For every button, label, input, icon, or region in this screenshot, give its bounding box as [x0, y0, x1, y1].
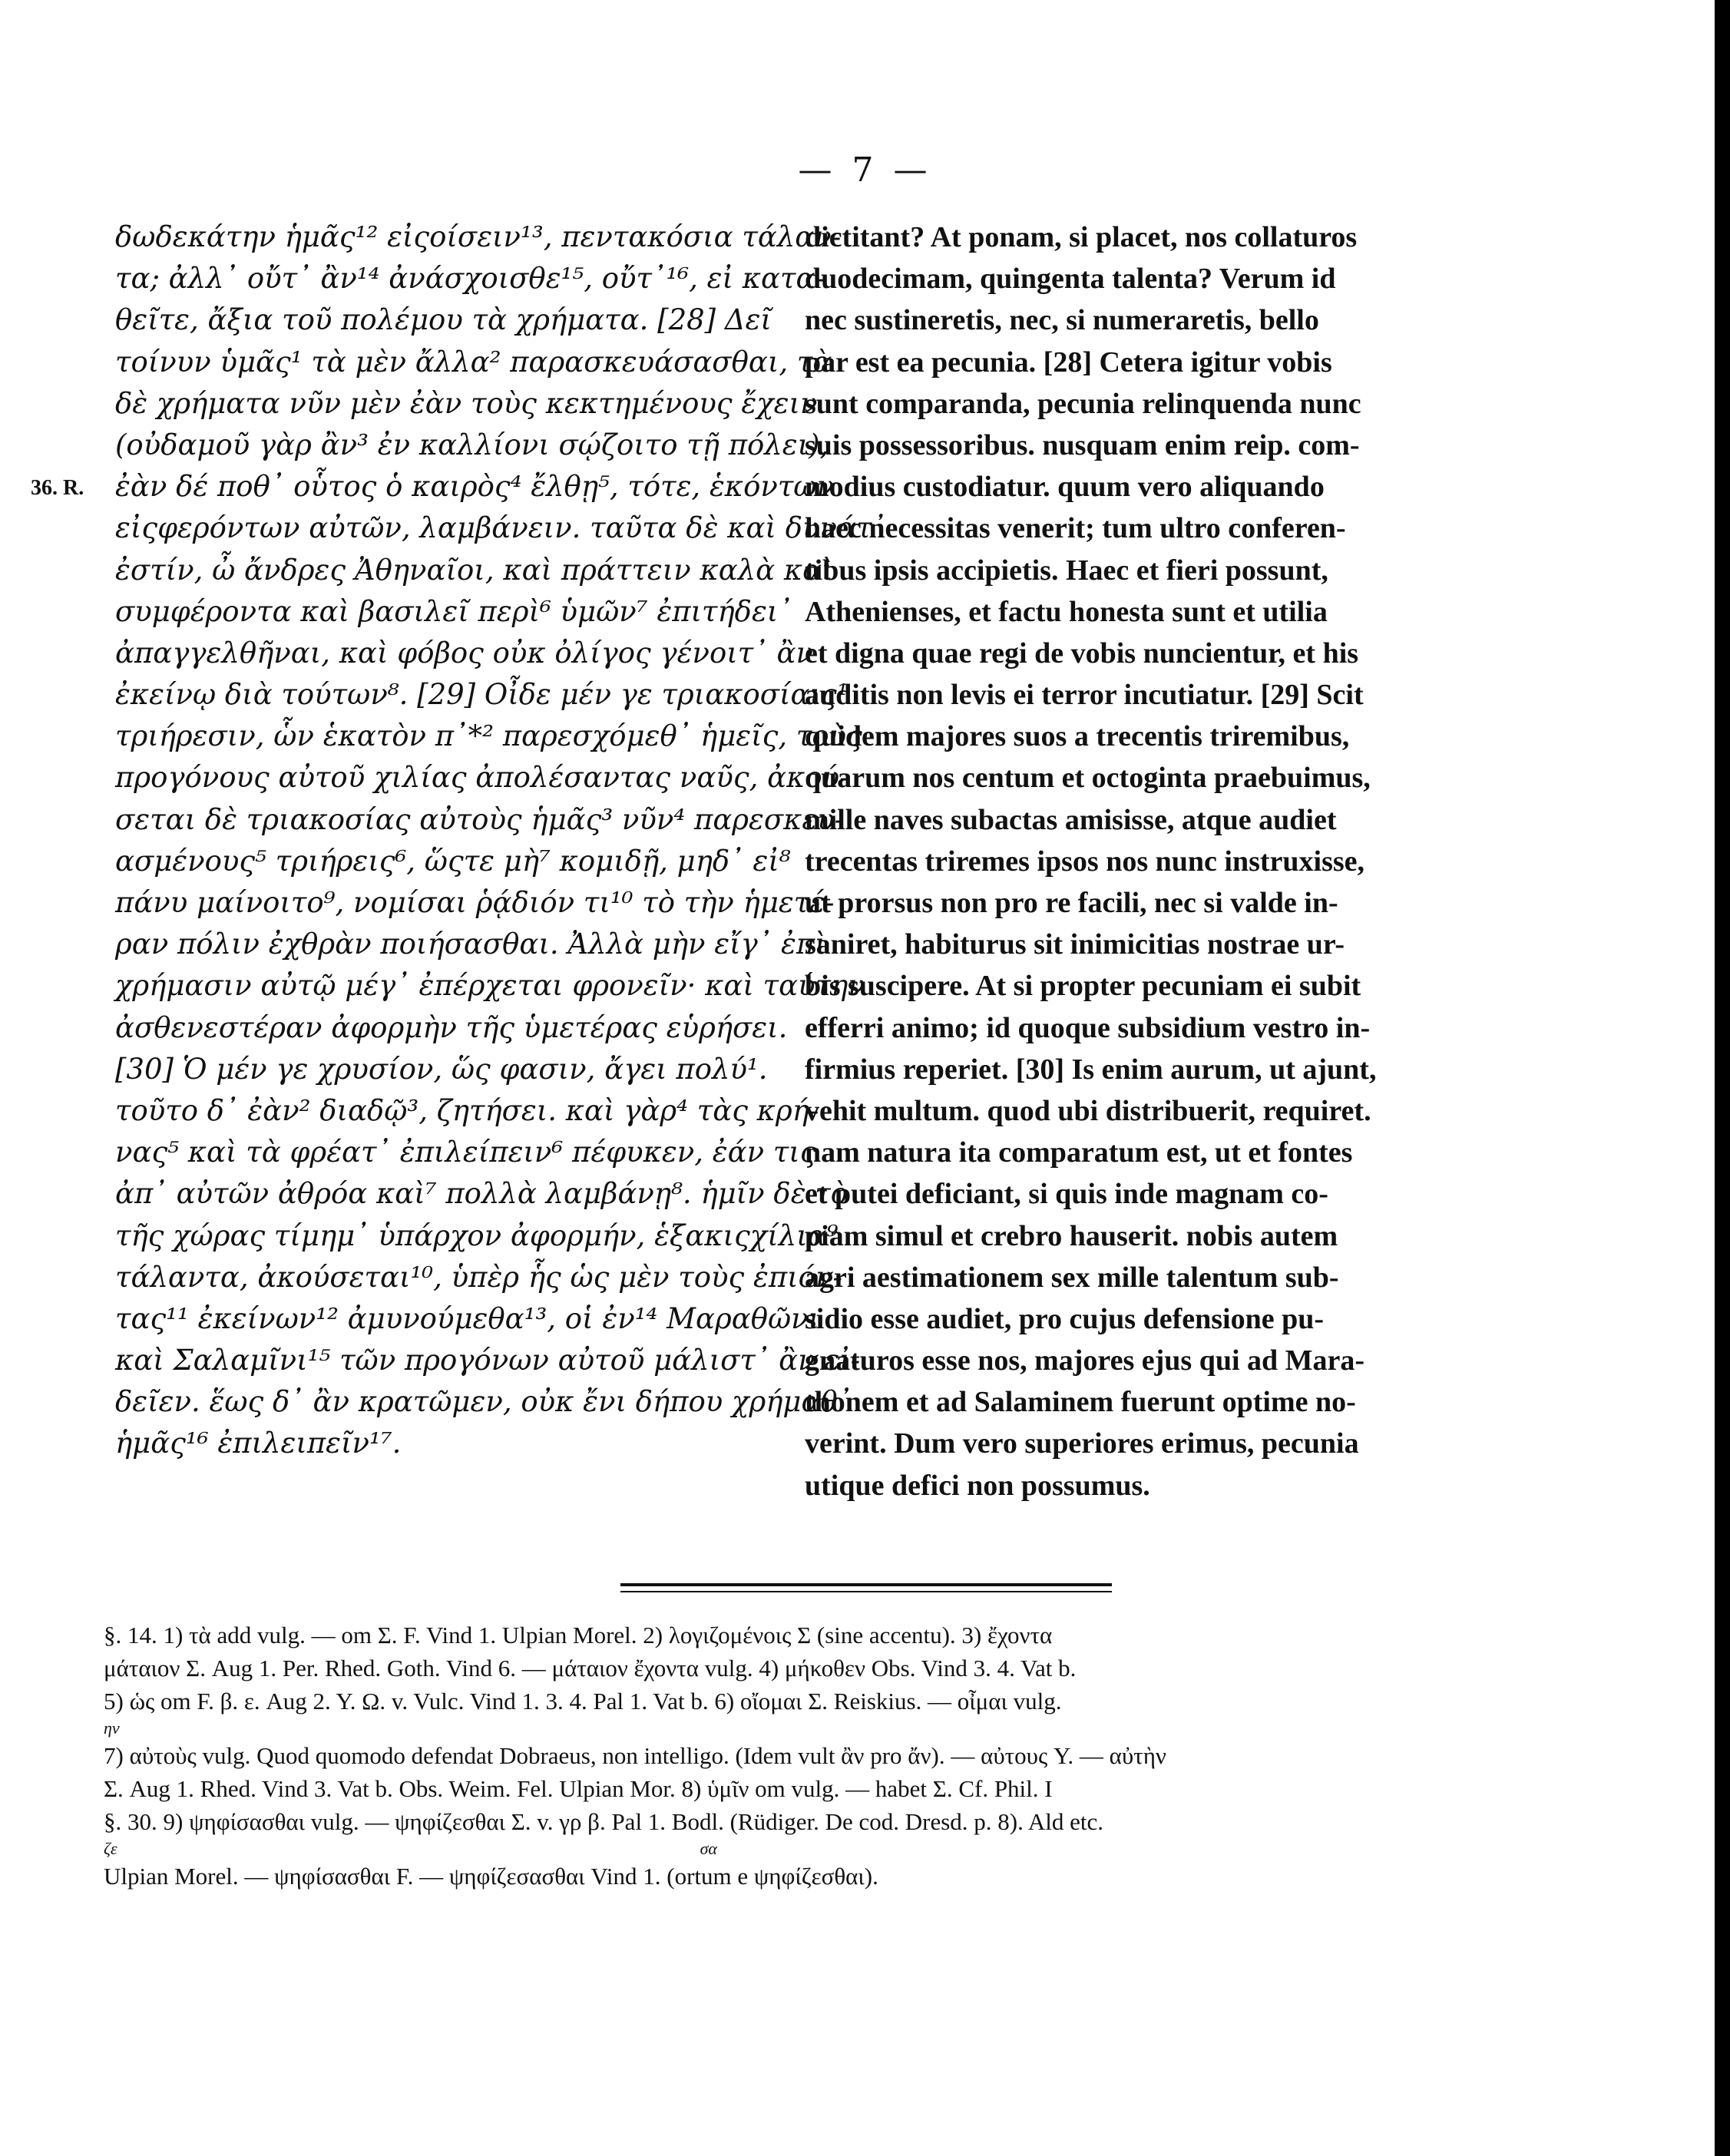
greek-text-line: δεῖεν. ἕως δ᾽ ἂν κρατῶμεν, οὐκ ἔνι δήπου χρήμαθ᾽	[115, 1385, 852, 1419]
latin-text-line: haec necessitas venerit; tum ultro conferen-	[805, 512, 1346, 545]
latin-text-line: vehit multum. quod ubi distribuerit, requiret.	[805, 1094, 1371, 1127]
greek-text-line: [30] Ὁ μέν γε χρυσίον, ὥς φασιν, ἄγει πολύ¹.	[115, 1052, 768, 1086]
page-number: — 7 —	[798, 150, 932, 190]
latin-text-line: ut prorsus non pro re facili, nec si valde in-	[805, 887, 1338, 919]
latin-text-line: sidio esse audiet, pro cujus defensione pu-	[805, 1302, 1325, 1335]
latin-text-line: et putei deficiant, si quis inde magnam co-	[805, 1178, 1328, 1211]
greek-text-line: ραν πόλιν ἐχθρὰν ποιήσασθαι. Ἀλλὰ μὴν εἴγ᾽ ἐπὶ	[115, 928, 826, 961]
margin-reference: 36. R.	[31, 476, 84, 500]
greek-text-line: τοίνυν ὑμᾶς¹ τὰ μὲν ἄλλα² παρασκευάσασθαι, τὰ	[115, 345, 832, 379]
greek-text-line: χρήμασιν αὐτῷ μέγ᾽ ἐπέρχεται φρονεῖν· καὶ ταύτην	[115, 969, 865, 1003]
greek-text-line: ασμένους⁵ τριήρεις⁶, ὥςτε μὴ⁷ κομιδῇ, μηδ᾽ εἰ⁸	[115, 844, 791, 878]
greek-text-line: τα; ἀλλ᾽ οὔτ᾽ ἂν¹⁴ ἀνάσχοισθε¹⁵, οὔτ᾽¹⁶, εἰ κατα-	[115, 262, 825, 296]
latin-text-line: tibus ipsis accipietis. Haec et fieri possunt,	[805, 554, 1328, 587]
greek-text-line: ἡμᾶς¹⁶ ἐπιλειπεῖν¹⁷.	[115, 1427, 402, 1460]
footnote-line: §. 30. 9) ψηφίσασθαι vulg. — ψηφίζεσθαι Σ. v. γρ β. Pal 1. Bodl. (Rüdiger. De cod. Dresd. p. 8). Ald etc.	[104, 1808, 1104, 1835]
latin-text-line: gnaturos esse nos, majores ejus qui ad Mara-	[805, 1344, 1365, 1377]
latin-text-line: quidem majores suos a trecentis triremibus,	[805, 720, 1350, 753]
latin-text-line: bis suscipere. At si propter pecuniam ei subit	[805, 970, 1361, 1003]
scan-edge	[1715, 0, 1730, 2156]
latin-text-line: verint. Dum vero superiores erimus, pecunia	[805, 1427, 1359, 1460]
greek-text-line: δὲ χρήματα νῦν μὲν ἐὰν τοὺς κεκτημένους ἔχειν	[115, 386, 818, 420]
footnote-superscript-variant: ην	[104, 1718, 120, 1738]
footnote-line: §. 14. 1) τὰ add vulg. — om Σ. F. Vind 1. Ulpian Morel. 2) λογιζομένοις Σ (sine accentu). 3) ἔχοντα	[104, 1622, 1053, 1648]
greek-text-line: συμφέροντα καὶ βασιλεῖ περὶ⁶ ὑμῶν⁷ ἐπιτήδει᾽	[115, 594, 792, 628]
footnote-line: Σ. Aug 1. Rhed. Vind 3. Vat b. Obs. Weim. Fel. Ulpian Mor. 8) ὑμῖν om vulg. — habet Σ. Cf. Phil. I	[104, 1775, 1053, 1802]
greek-text-line: ἐκείνῳ διὰ τούτων⁸. [29] Οἶδε μέν γε τριακοσίαις¹	[115, 678, 848, 712]
greek-text-line: τάλαντα, ἀκούσεται¹⁰, ὑπὲρ ἧς ὡς μὲν τοὺς ἐπιόν-	[115, 1260, 842, 1294]
greek-text-line: θεῖτε, ἄξια τοῦ πολέμου τὰ χρήματα. [28] Δεῖ	[115, 303, 772, 337]
greek-text-line: προγόνους αὐτοῦ χιλίας ἀπολέσαντας ναῦς, ἀκού-	[115, 761, 849, 795]
footnote-line: 5) ὡς om F. β. ε. Aug 2. Y. Ω. v. Vulc. Vind 1. 3. 4. Pal 1. Vat b. 6) οἴομαι Σ. Reiskius. — οἶμαι vulg.	[104, 1688, 1062, 1715]
latin-text-line: et digna quae regi de vobis nuncientur, et his	[805, 637, 1359, 670]
latin-text-line: utique defici non possumus.	[805, 1469, 1150, 1502]
greek-text-line: τας¹¹ ἐκείνων¹² ἀμυνούμεθα¹³, οἱ ἐν¹⁴ Μαραθῶνι	[115, 1301, 820, 1335]
latin-text-line: duodecimam, quingenta talenta? Verum id	[805, 263, 1336, 296]
latin-text-line: mille naves subactas amisisse, atque audiet	[805, 803, 1337, 836]
latin-text-line: piam simul et crebro hauserit. nobis autem	[805, 1219, 1338, 1252]
footnote-divider-thin	[620, 1591, 1112, 1592]
latin-text-line: sunt comparanda, pecunia relinquenda nunc	[805, 387, 1361, 420]
greek-text-line: ἐὰν δέ ποθ᾽ οὗτος ὁ καιρὸς⁴ ἔλθῃ⁵, τότε, ἑκόντων	[115, 470, 834, 504]
latin-text-line: nec sustineretis, nec, si numeraretis, bello	[805, 304, 1319, 337]
greek-text-column	[115, 217, 886, 1465]
latin-text-line: modius custodiatur. quum vero aliquando	[805, 471, 1325, 504]
greek-text-line: δωδεκάτην ἡμᾶς¹² εἰςοίσειν¹³, πεντακόσια τάλαν-	[115, 220, 842, 253]
footnote-line: μάταιον Σ. Aug 1. Per. Rhed. Goth. Vind 6. — μάταιον ἔχοντα vulg. 4) μήκοθεν Obs. Vind 3. 4. Vat b.	[104, 1655, 1077, 1681]
footnote-line: Ulpian Morel. — ψηφίσασθαι F. — ψηφίζεσασθαι Vind 1. (ortum e ψηφίζεσθαι).	[104, 1863, 878, 1890]
footnote-line: 7) αὐτοὺς vulg. Quod quomodo defendat Dobraeus, non intelligo. (Idem vult ἂν pro ἄν). — αὐτους Y. — αὐτὴν	[104, 1742, 1166, 1769]
latin-text-line: quarum nos centum et octoginta praebuimus,	[805, 762, 1371, 795]
latin-text-line: auditis non levis ei terror incutiatur. [29] Scit	[805, 679, 1364, 712]
greek-text-line: (οὐδαμοῦ γὰρ ἂν³ ἐν καλλίονι σῴζοιτο τῇ πόλει),	[115, 428, 829, 461]
footnote-divider	[620, 1583, 1112, 1586]
latin-text-line: saniret, habiturus sit inimicitias nostrae ur-	[805, 928, 1345, 961]
latin-text-line: suis possessoribus. nusquam enim reip. com-	[805, 428, 1360, 461]
footnotes	[104, 1619, 1486, 1893]
greek-text-line: εἰςφερόντων αὐτῶν, λαμβάνειν. ταῦτα δὲ καὶ δυνάτ᾽	[115, 511, 886, 545]
greek-text-line: νας⁵ καὶ τὰ φρέατ᾽ ἐπιλείπειν⁶ πέφυκεν, ἐάν τις	[115, 1136, 816, 1169]
greek-text-line: τριήρεσιν, ὧν ἑκατὸν π᾽*² παρεσχόμεθ᾽ ἡμεῖς, τοὺς	[115, 719, 862, 753]
greek-text-line: καὶ Σαλαμῖνι¹⁵ τῶν προγόνων αὐτοῦ μάλιστ᾽ ἂν εἰ-	[115, 1344, 861, 1377]
latin-translation-column	[805, 217, 1488, 1506]
latin-text-line: dictitant? At ponam, si placet, nos collaturos	[805, 221, 1358, 253]
greek-text-line: σεται δὲ τριακοσίας αὐτοὺς ἡμᾶς³ νῦν⁴ παρεσκευ-	[115, 802, 845, 836]
footnote-superscript-variant: ζε σα	[104, 1839, 717, 1858]
greek-text-line: ἀπ᾽ αὐτῶν ἀθρόα καὶ⁷ πολλὰ λαμβάνῃ⁸. ἡμῖν δὲ τὸ	[115, 1177, 848, 1211]
greek-text-line: τῆς χώρας τίμημ᾽ ὑπάρχον ἀφορμήν, ἑξακιςχίλια⁹	[115, 1219, 839, 1252]
greek-text-line: ἀσθενεστέραν ἀφορμὴν τῆς ὑμετέρας εὑρήσει.	[115, 1010, 788, 1044]
latin-text-line: nam natura ita comparatum est, ut et fontes	[805, 1136, 1353, 1169]
latin-text-line: par est ea pecunia. [28] Cetera igitur vobis	[805, 346, 1332, 379]
greek-text-line: ἀπαγγελθῆναι, καὶ φόβος οὐκ ὀλίγος γένοιτ᾽ ἂν	[115, 636, 813, 670]
greek-text-line: ἐστίν, ὦ ἄνδρες Ἀθηναῖοι, καὶ πράττειν καλὰ καὶ	[115, 553, 833, 587]
greek-text-line: πάνυ μαίνοιτο⁹, νομίσαι ῥᾴδιόν τι¹⁰ τὸ τὴν ἡμετέ-	[115, 886, 835, 919]
latin-text-line: thonem et ad Salaminem fuerunt optime no-	[805, 1386, 1356, 1419]
latin-text-line: agri aestimationem sex mille talentum sub-	[805, 1261, 1339, 1294]
latin-text-line: Athenienses, et factu honesta sunt et utilia	[805, 595, 1328, 628]
greek-text-line: τοῦτο δ᾽ ἐὰν² διαδῷ³, ζητήσει. καὶ γὰρ⁴ τὰς κρή-	[115, 1093, 819, 1127]
latin-text-line: firmius reperiet. [30] Is enim aurum, ut ajunt,	[805, 1053, 1377, 1086]
latin-text-line: trecentas triremes ipsos nos nunc instruxisse,	[805, 845, 1365, 878]
latin-text-line: efferri animo; id quoque subsidium vestro in-	[805, 1011, 1371, 1044]
